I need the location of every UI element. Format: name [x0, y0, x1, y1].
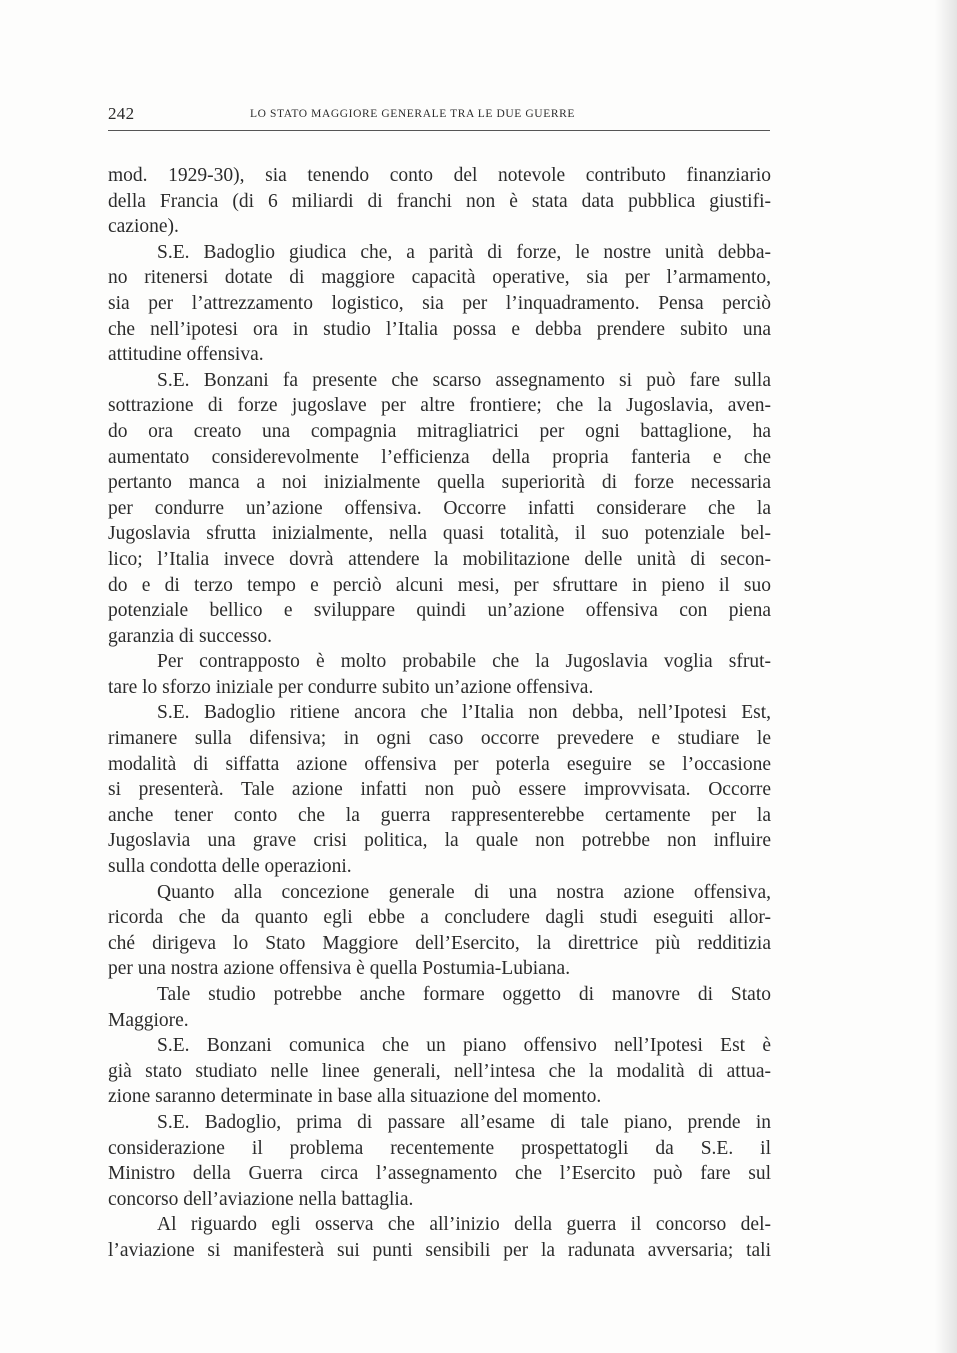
text-line: Jugoslavia sfrutta inizialmente, nella quasi totalità, il suo potenziale bel- [108, 523, 771, 545]
page-header [108, 104, 770, 131]
text-line: ché dirigeva lo Stato Maggiore dell’Esercito, la direttrice più redditizia [108, 932, 771, 954]
text-line: S.E. Badoglio ritiene ancora che l’Italia non debba, nell’Ipotesi Est, [157, 702, 771, 724]
text-line: do ora creato una compagnia mitragliatrici per ogni battaglione, ha [108, 420, 771, 442]
text-line: do e di terzo tempo e perciò alcuni mesi, per sfruttare in pieno il suo [108, 574, 771, 596]
text-line: per una nostra azione offensiva è quella Postumia-Lubiana. [108, 958, 571, 980]
text-line: Jugoslavia una grave crisi politica, la quale non potrebbe non influire [108, 830, 771, 852]
text-line: sia per l’attrezzamento logistico, sia per l’inquadramento. Pensa perciò [108, 292, 771, 314]
text-line: S.E. Bonzani comunica che un piano offensivo nell’Ipotesi Est è [157, 1035, 771, 1057]
text-line: sulla condotta delle operazioni. [108, 856, 352, 878]
text-line: si presenterà. Tale azione infatti non può essere improvvisata. Occorre [108, 779, 771, 801]
text-line: anche tener conto che la guerra rappresenterebbe certamente per la [108, 804, 771, 826]
text-line: aumentato considerevolmente l’efficienza della propria fanteria e che [108, 446, 771, 468]
text-line: modalità di siffatta azione offensiva per poterla eseguire se l’occasione [108, 753, 771, 775]
text-line: Tale studio potrebbe anche formare oggetto di manovre di Stato [157, 984, 771, 1005]
running-title: LO STATO MAGGIORE GENERALE TRA LE DUE GUERRE [250, 108, 576, 120]
text-line: S.E. Badoglio giudica che, a parità di forze, le nostre unità debba- [157, 241, 771, 263]
text-line: S.E. Badoglio, prima di passare all’esame di tale piano, prende in [157, 1111, 771, 1133]
text-line: mod. 1929-30), sia tenendo conto del notevole contributo finanziario [108, 165, 771, 186]
text-line: cazione). [108, 216, 179, 238]
page-number: 242 [108, 104, 135, 123]
text-line: no ritenersi dotate di maggiore capacità operative, sia per l’armamento, [108, 267, 771, 289]
body-text [108, 163, 771, 1264]
scan-edge-shadow [935, 0, 957, 1353]
text-line: potenziale bellico e sviluppare quindi un’azione offensiva con piena [108, 600, 771, 622]
text-line: sottrazione di forze jugoslave per altre frontiere; che la Jugoslavia, aven- [108, 395, 771, 417]
text-line: S.E. Bonzani fa presente che scarso assegnamento si può fare sulla [157, 369, 771, 391]
text-line: rimanere sulla difensiva; in ogni caso occorre prevedere e studiare le [108, 728, 771, 750]
text-line: considerazione il problema recentemente prospettatogli da S.E. il [108, 1137, 771, 1159]
text-line: garanzia di successo. [108, 625, 273, 647]
text-line: per condurre un’azione offensiva. Occorre infatti considerare che la [108, 497, 771, 519]
text-line: ricorda che da quanto egli ebbe a concludere dagli studi eseguiti allor- [108, 907, 771, 929]
text-line: già stato studiato nelle linee generali, nell’intesa che la modalità di attua- [108, 1060, 771, 1082]
text-line: Quanto alla concezione generale di una nostra azione offensiva, [157, 881, 771, 903]
text-line: Maggiore. [108, 1009, 189, 1031]
text-line: Per contrapposto è molto probabile che la Jugoslavia voglia sfrut- [157, 651, 771, 673]
text-line: tare lo sforzo iniziale per condurre subito un’azione offensiva. [108, 676, 594, 698]
text-line: della Francia (di 6 miliardi di franchi non è stata data pubblica giustifi- [108, 190, 771, 212]
text-line: concorso dell’aviazione nella battaglia. [108, 1188, 414, 1210]
text-line: l’aviazione si manifesterà sui punti sensibili per la radunata avversaria; tali [108, 1239, 771, 1261]
text-line: attitudine offensiva. [108, 344, 264, 366]
text-line: Ministro della Guerra circa l’assegnamento che l’Esercito può fare sul [108, 1163, 771, 1185]
text-line: che nell’ipotesi ora in studio l’Italia possa e debba prendere subito una [108, 318, 771, 340]
text-line: zione saranno determinate in base alla situazione del momento. [108, 1086, 602, 1108]
text-line: pertanto manca a noi inizialmente quella superiorità di forze necessaria [108, 472, 771, 494]
text-line: lico; l’Italia invece dovrà attendere la mobilitazione delle unità di secon- [108, 548, 771, 570]
text-line: Al riguardo egli osserva che all’inizio della guerra il concorso del- [157, 1214, 771, 1236]
